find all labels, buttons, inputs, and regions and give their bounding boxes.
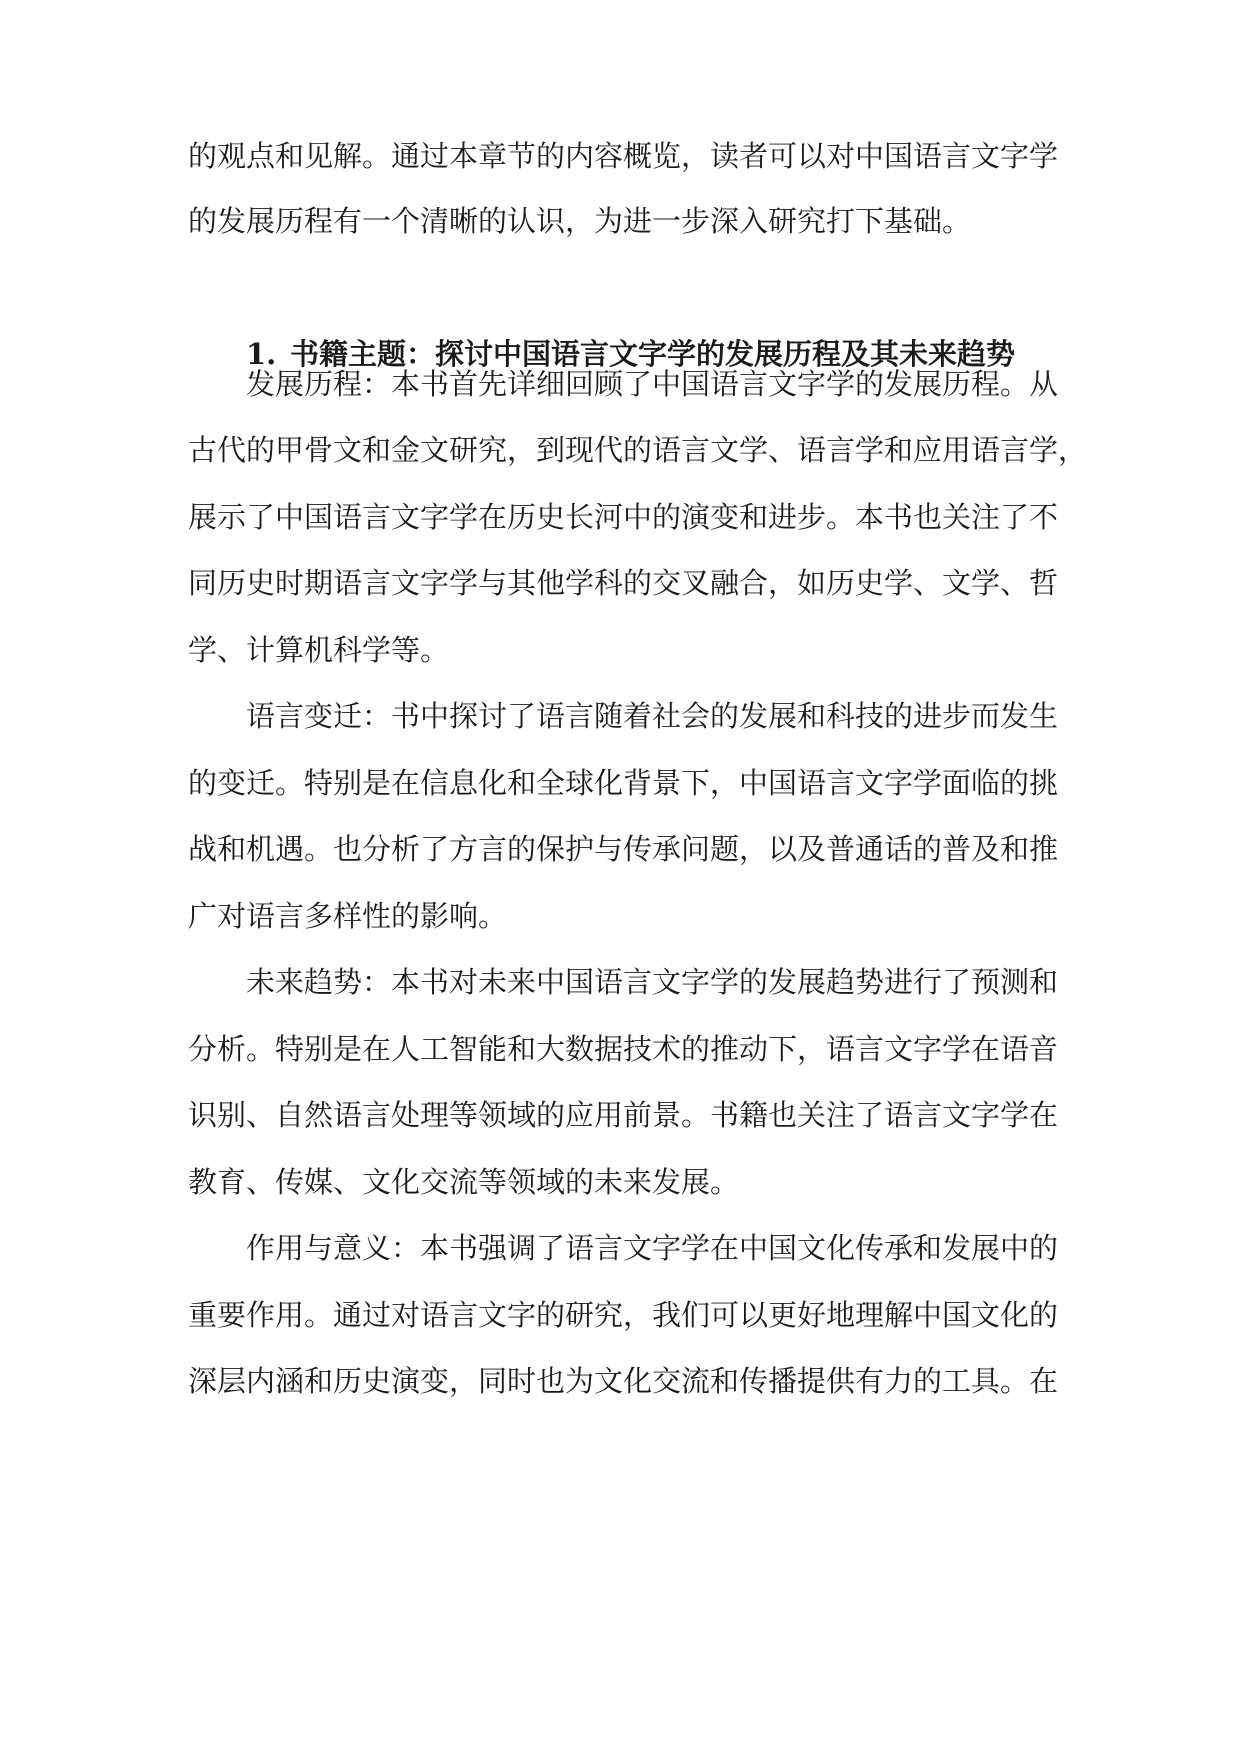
paragraph-2-line-4: 广对语言多样性的影响。 bbox=[188, 899, 508, 933]
paragraph-1-line-1: 发展历程：本书首先详细回顾了中国语言文字学的发展历程。从 bbox=[246, 367, 1059, 401]
paragraph-4-line-3: 深层内涵和历史演变，同时也为文化交流和传播提供有力的工具。在 bbox=[188, 1364, 1059, 1398]
paragraph-2-line-2: 的变迁。特别是在信息化和全球化背景下，中国语言文字学面临的挑 bbox=[188, 766, 1059, 800]
paragraph-2-line-1: 语言变迁：书中探讨了语言随着社会的发展和科技的进步而发生 bbox=[246, 699, 1059, 733]
paragraph-4-line-2: 重要作用。通过对语言文字的研究，我们可以更好地理解中国文化的 bbox=[188, 1298, 1059, 1332]
intro-line-1: 的观点和见解。通过本章节的内容概览，读者可以对中国语言文字学 bbox=[188, 139, 1059, 173]
paragraph-3-line-3: 识别、自然语言处理等领域的应用前景。书籍也关注了语言文字学在 bbox=[188, 1098, 1059, 1132]
paragraph-1-line-3: 展示了中国语言文字学在历史长河中的演变和进步。本书也关注了不 bbox=[188, 500, 1059, 534]
paragraph-1-line-4: 同历史时期语言文字学与其他学科的交叉融合，如历史学、文学、哲 bbox=[188, 566, 1059, 600]
intro-line-2: 的发展历程有一个清晰的认识，为进一步深入研究打下基础。 bbox=[188, 204, 972, 238]
section-heading-text: 书籍主题：探讨中国语言文字学的发展历程及其未来趋势 bbox=[290, 337, 1016, 371]
paragraph-3-line-1: 未来趋势：本书对未来中国语言文字学的发展趋势进行了预测和 bbox=[246, 965, 1059, 999]
paragraph-3-line-2: 分析。特别是在人工智能和大数据技术的推动下，语言文字学在语音 bbox=[188, 1032, 1059, 1066]
paragraph-2-line-3: 战和机遇。也分析了方言的保护与传承问题，以及普通话的普及和推 bbox=[188, 832, 1059, 866]
paragraph-3-line-4: 教育、传媒、文化交流等领域的未来发展。 bbox=[188, 1165, 740, 1199]
paragraph-1-line-2: 古代的甲骨文和金文研究，到现代的语言文学、语言学和应用语言学， bbox=[188, 433, 1088, 467]
section-heading-number: 1. bbox=[246, 337, 277, 371]
paragraph-1-line-5: 学、计算机科学等。 bbox=[188, 633, 450, 667]
paragraph-4-line-1: 作用与意义：本书强调了语言文字学在中国文化传承和发展中的 bbox=[246, 1231, 1059, 1265]
